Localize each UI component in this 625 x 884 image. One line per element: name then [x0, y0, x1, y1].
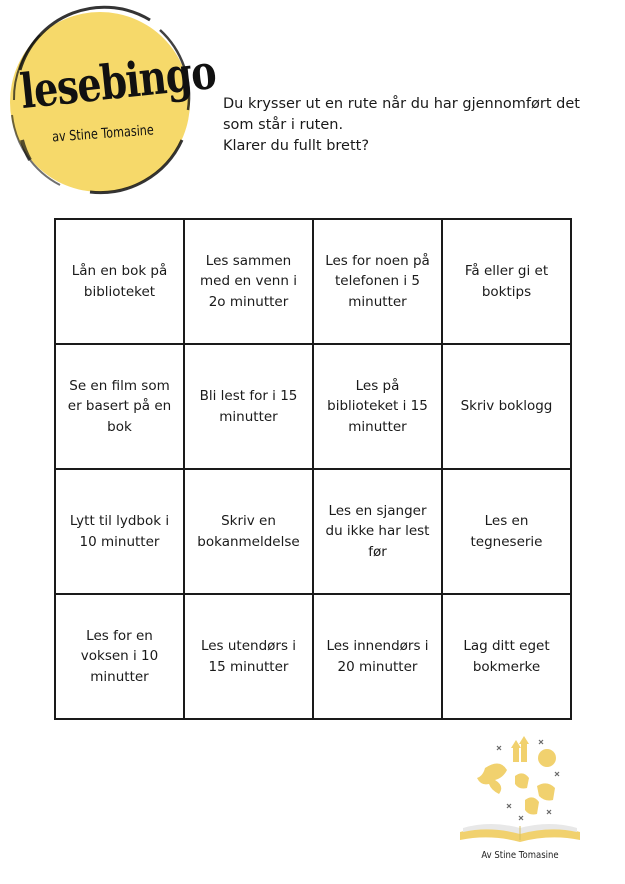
logo-title: lesebingo: [17, 42, 219, 120]
bingo-cell[interactable]: Les en sjanger du ikke har lest før: [313, 469, 442, 594]
bingo-cell[interactable]: Få eller gi et boktips: [442, 219, 571, 344]
bingo-cell[interactable]: Les utendørs i 15 minutter: [184, 594, 313, 719]
board-row: [55, 344, 571, 469]
board-row: [55, 219, 571, 344]
intro-text: [223, 94, 593, 157]
board-row: [55, 469, 571, 594]
bingo-cell[interactable]: Lytt til lydbok i 10 minutter: [55, 469, 184, 594]
open-book-fantasy-icon: [455, 728, 585, 848]
bingo-board: [54, 218, 572, 720]
logo: [0, 0, 219, 205]
intro-line-1: Du krysser ut en rute når du har gjennomført det: [223, 96, 580, 112]
bingo-cell[interactable]: Skriv boklogg: [442, 344, 571, 469]
board-row: [55, 594, 571, 719]
intro-line-3: Klarer du fullt brett?: [223, 138, 370, 154]
bingo-cell[interactable]: Les en tegneserie: [442, 469, 571, 594]
bingo-cell[interactable]: Lag ditt eget bokmerke: [442, 594, 571, 719]
bingo-cell[interactable]: Les sammen med en venn i 2o minutter: [184, 219, 313, 344]
bingo-cell[interactable]: Lån en bok på biblioteket: [55, 219, 184, 344]
bingo-cell[interactable]: Skriv en bokanmeldelse: [184, 469, 313, 594]
bingo-cell[interactable]: Les for en voksen i 10 minutter: [55, 594, 184, 719]
bingo-cell[interactable]: Se en film som er basert på en bok: [55, 344, 184, 469]
logo-subtitle: av Stine Tomasine: [51, 122, 155, 146]
bingo-cell[interactable]: Les innendørs i 20 minutter: [313, 594, 442, 719]
bingo-cell[interactable]: Bli lest for i 15 minutter: [184, 344, 313, 469]
footer-credit: Av Stine Tomasine: [481, 850, 559, 861]
intro-line-2: som står i ruten.: [223, 117, 344, 133]
bingo-cell[interactable]: Les på biblioteket i 15 minutter: [313, 344, 442, 469]
bingo-cell[interactable]: Les for noen på telefonen i 5 minutter: [313, 219, 442, 344]
footer-illustration: [455, 728, 585, 868]
